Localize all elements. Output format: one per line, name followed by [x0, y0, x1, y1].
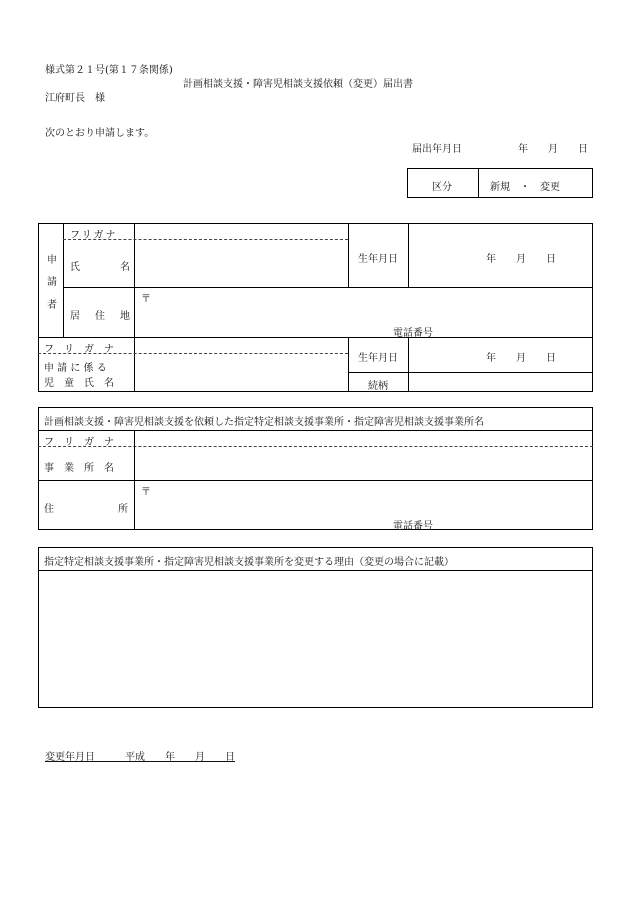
provider-address-label-2: 所	[118, 504, 128, 515]
provider-section-title: 計画相談支援・障害児相談支援を依頼した指定特定相談支援事業所・指定障害児相談支援事業所名	[44, 417, 484, 428]
form-title: 計画相談支援・障害児相談支援依頼（変更）届出書	[183, 79, 413, 90]
applicant-side-label-3: 者	[47, 300, 57, 311]
change-date-label: 変更年月日	[45, 752, 95, 763]
provider-name-divider	[38, 480, 593, 481]
applicant-phone-label: 電話番号	[393, 328, 433, 339]
provider-phone-label: 電話番号	[393, 521, 433, 532]
provider-office-name-label: 事 業 所 名	[44, 463, 114, 474]
applicant-child-divider	[38, 337, 593, 338]
reason-section-title: 指定特定相談支援事業所・指定障害児相談支援事業所を変更する理由（変更の場合に記載）	[44, 557, 454, 568]
child-relationship-label: 続柄	[368, 381, 388, 392]
reason-box	[38, 547, 593, 708]
change-date-era: 平成	[125, 752, 145, 763]
provider-furigana-divider	[38, 446, 593, 447]
birthdate-divider-bottom	[348, 337, 349, 392]
addressee: 江府町長 様	[45, 93, 105, 104]
child-furigana-label: フ リ ガ ナ	[44, 344, 114, 355]
applicant-birthdate-label: 生年月日	[358, 254, 398, 265]
child-birthdate-field[interactable]: 年 月 日	[486, 353, 556, 364]
category-options[interactable]: 新規 ・ 変更	[490, 182, 560, 193]
child-name-label-line1: 申 請 に 係 る	[44, 363, 107, 374]
applicant-side-label-1: 申	[47, 255, 57, 266]
child-name-label-line2: 児 童 氏 名	[44, 378, 114, 389]
form-number: 様式第２１号(第１７条関係)	[45, 65, 173, 76]
request-text: 次のとおり申請します。	[45, 128, 155, 139]
birthdate-divider-top	[348, 223, 349, 287]
applicant-name-divider	[63, 287, 593, 288]
change-date-field[interactable]: 年 月 日	[165, 752, 235, 763]
submission-date-label: 届出年月日	[412, 144, 462, 155]
category-label: 区分	[432, 182, 452, 193]
applicant-name-label-1: 氏	[70, 262, 80, 273]
provider-furigana-label: フ リ ガ ナ	[44, 437, 114, 448]
applicant-name-label-2: 名	[120, 262, 130, 273]
applicant-side-divider	[63, 223, 64, 337]
child-birthdate-label: 生年月日	[358, 353, 398, 364]
provider-postal-mark: 〒	[141, 487, 151, 498]
provider-address-label-1: 住	[44, 504, 54, 515]
reason-title-divider	[38, 570, 593, 571]
submission-date-field[interactable]: 年 月 日	[518, 144, 588, 155]
provider-title-divider	[38, 430, 593, 431]
applicant-postal-mark: 〒	[141, 294, 151, 305]
birthdate-value-divider-top	[408, 223, 409, 287]
applicant-address-label-1: 居	[70, 311, 80, 322]
provider-label-divider	[134, 430, 135, 530]
applicant-side-label-2: 請	[47, 277, 57, 288]
relationship-divider	[348, 372, 593, 373]
applicant-label-divider	[134, 223, 135, 392]
applicant-birthdate-field[interactable]: 年 月 日	[486, 254, 556, 265]
category-divider	[478, 168, 479, 198]
birthdate-value-divider-bottom	[408, 337, 409, 392]
applicant-address-label-2: 住	[95, 311, 105, 322]
applicant-furigana-label: フリガナ	[70, 230, 118, 241]
change-date-line	[45, 748, 235, 763]
applicant-address-label-3: 地	[120, 311, 130, 322]
